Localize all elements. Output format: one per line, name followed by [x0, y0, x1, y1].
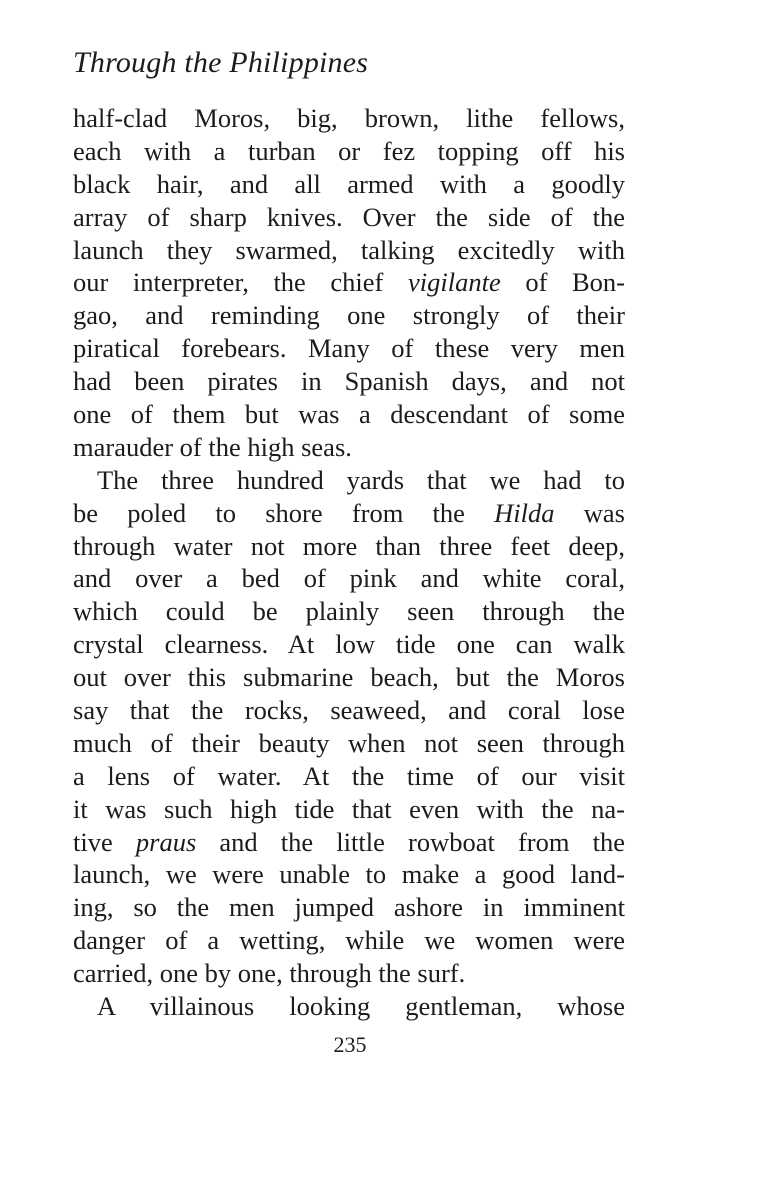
- text-segment: was: [554, 497, 625, 528]
- text-segment: half-clad Moros, big, brown, lithe fellows,: [73, 103, 625, 133]
- body-text: [73, 102, 625, 1023]
- text-line: [73, 266, 625, 299]
- italic-text: praus: [135, 826, 197, 857]
- text-segment: ing, so the men jumped ashore in imminent: [73, 892, 625, 923]
- text-line: [73, 727, 625, 760]
- text-line: [73, 760, 625, 793]
- text-line: [73, 793, 625, 826]
- text-line: [73, 464, 625, 497]
- text-segment: launch they swarmed, talking excitedly with: [73, 234, 625, 265]
- text-line: [73, 858, 625, 891]
- text-segment: a lens of water. At the time of our visit: [73, 760, 625, 791]
- text-line: [73, 957, 625, 990]
- text-line: [73, 661, 625, 694]
- text-segment: which could be plainly seen through the: [73, 596, 625, 627]
- italic-text: vigilante: [407, 267, 501, 298]
- text-segment: marauder of the high seas.: [73, 431, 352, 462]
- text-line: [73, 891, 625, 924]
- text-segment: piratical forebears. Many of these very men: [73, 333, 625, 364]
- text-segment: array of sharp knives. Over the side of the: [73, 201, 625, 232]
- text-segment: danger of a wetting, while we women were: [73, 925, 625, 956]
- text-segment: each with a turban or fez topping off his: [73, 135, 625, 166]
- text-segment: much of their beauty when not seen through: [73, 727, 625, 758]
- text-segment: of Bon-: [500, 267, 625, 298]
- text-line: [73, 102, 625, 135]
- page-number: 235: [333, 1032, 367, 1057]
- running-head: Through the Philippines: [73, 46, 369, 79]
- text-line: [73, 234, 625, 267]
- text-line: [73, 135, 625, 168]
- text-line: [73, 530, 625, 563]
- text-line: [73, 201, 625, 234]
- text-line: [73, 431, 625, 464]
- text-segment: had been pirates in Spanish days, and not: [73, 366, 625, 397]
- text-line: [73, 365, 625, 398]
- text-line: [73, 990, 625, 1023]
- text-segment: black hair, and all armed with a goodly: [73, 168, 625, 199]
- text-segment: it was such high tide that even with the na-: [73, 793, 625, 824]
- text-line: [73, 694, 625, 727]
- text-segment: through water not more than three feet deep,: [73, 530, 625, 561]
- text-segment: and over a bed of pink and white coral,: [73, 563, 625, 594]
- text-segment: The three hundred yards that we had to: [97, 464, 625, 495]
- text-segment: gao, and reminding one strongly of their: [73, 300, 625, 331]
- text-line: [73, 924, 625, 957]
- text-line: [73, 826, 625, 859]
- text-line: [73, 398, 625, 431]
- text-line: [73, 595, 625, 628]
- text-line: [73, 497, 625, 530]
- text-segment: out over this submarine beach, but the Moros: [73, 662, 625, 693]
- text-line: [73, 332, 625, 365]
- text-line: [73, 299, 625, 332]
- text-line: [73, 168, 625, 201]
- text-line: [73, 628, 625, 661]
- text-segment: one of them but was a descendant of some: [73, 399, 625, 430]
- text-segment: crystal clearness. At low tide one can walk: [73, 629, 625, 660]
- text-segment: be poled to shore from the: [73, 497, 495, 528]
- text-segment: carried, one by one, through the surf.: [73, 958, 466, 989]
- text-segment: say that the rocks, seaweed, and coral lose: [73, 695, 625, 726]
- text-segment: launch, we were unable to make a good land-: [73, 859, 625, 890]
- text-segment: our interpreter, the chief: [73, 267, 408, 298]
- text-segment: A villainous looking gentleman, whose: [97, 991, 625, 1022]
- text-segment: tive: [73, 826, 136, 857]
- text-line: [73, 562, 625, 595]
- italic-text: Hilda: [494, 497, 555, 528]
- text-segment: and the little rowboat from the: [196, 826, 625, 857]
